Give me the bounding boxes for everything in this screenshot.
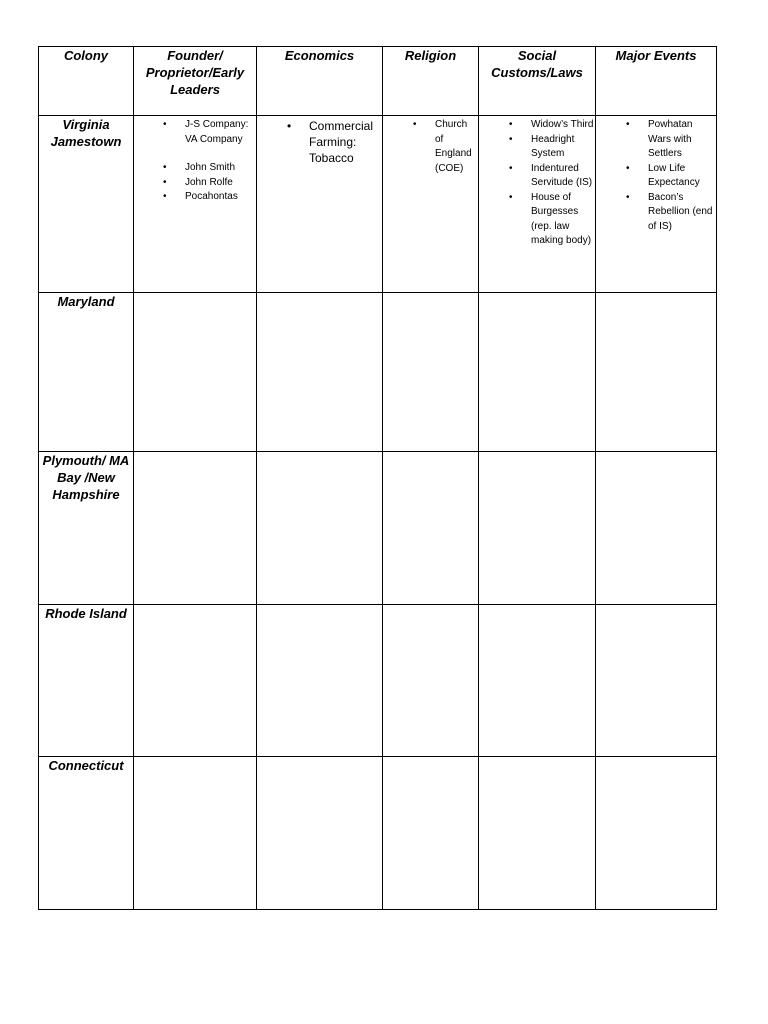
- cell-major-events: [596, 116, 717, 293]
- list-item: • John Rolfe: [134, 176, 256, 191]
- cell-major-events: [596, 757, 717, 910]
- header-economics: Economics: [257, 47, 383, 116]
- list-item: • Bacon’s Rebellion (end of IS): [596, 191, 716, 235]
- header-major-events: Major Events: [596, 47, 717, 116]
- row-plymouth: [39, 452, 717, 605]
- colony-name: Connecticut: [39, 757, 134, 910]
- cell-economics: [257, 605, 383, 757]
- cell-social-customs: [479, 452, 596, 605]
- header-colony: Colony: [39, 47, 134, 116]
- cell-founder: [134, 757, 257, 910]
- cell-founder: [134, 605, 257, 757]
- colony-name: Maryland: [39, 293, 134, 452]
- header-religion: Religion: [383, 47, 479, 116]
- list-item: • Pocahontas: [134, 190, 256, 205]
- cell-social-customs: [479, 605, 596, 757]
- header-social-customs: Social Customs/Laws: [479, 47, 596, 116]
- list-item: • Widow’s Third: [479, 118, 595, 133]
- colony-comparison-table: [38, 46, 717, 910]
- header-row: [39, 47, 717, 116]
- cell-economics: [257, 293, 383, 452]
- cell-religion: [383, 757, 479, 910]
- list-item: • Church of England (COE): [383, 118, 478, 176]
- cell-social-customs: [479, 293, 596, 452]
- list-item: • Commercial Farming: Tobacco: [257, 118, 382, 166]
- cell-major-events: [596, 605, 717, 757]
- cell-religion: [383, 605, 479, 757]
- list-item: • Powhatan Wars with Settlers: [596, 118, 716, 162]
- header-founder: Founder/ Proprietor/Early Leaders: [134, 47, 257, 116]
- cell-economics: [257, 116, 383, 293]
- list-item: • J-S Company: VA Company: [134, 118, 256, 147]
- row-connecticut: [39, 757, 717, 910]
- colony-name: Rhode Island: [39, 605, 134, 757]
- cell-social-customs: [479, 757, 596, 910]
- list-item: • Indentured Servitude (IS): [479, 162, 595, 191]
- cell-major-events: [596, 293, 717, 452]
- cell-economics: [257, 757, 383, 910]
- cell-founder: [134, 452, 257, 605]
- cell-major-events: [596, 452, 717, 605]
- cell-founder: [134, 116, 257, 293]
- row-maryland: [39, 293, 717, 452]
- row-rhode-island: [39, 605, 717, 757]
- colony-name: Virginia Jamestown: [39, 116, 134, 293]
- list-item: • Headright System: [479, 133, 595, 162]
- cell-social-customs: [479, 116, 596, 293]
- colony-name: Plymouth/ MA Bay /New Hampshire: [39, 452, 134, 605]
- cell-religion: [383, 293, 479, 452]
- row-virginia: [39, 116, 717, 293]
- list-item: • Low Life Expectancy: [596, 162, 716, 191]
- cell-religion: [383, 116, 479, 293]
- list-item: • House of Burgesses (rep. law making body): [479, 191, 595, 249]
- cell-religion: [383, 452, 479, 605]
- cell-economics: [257, 452, 383, 605]
- cell-founder: [134, 293, 257, 452]
- list-item: • John Smith: [134, 161, 256, 176]
